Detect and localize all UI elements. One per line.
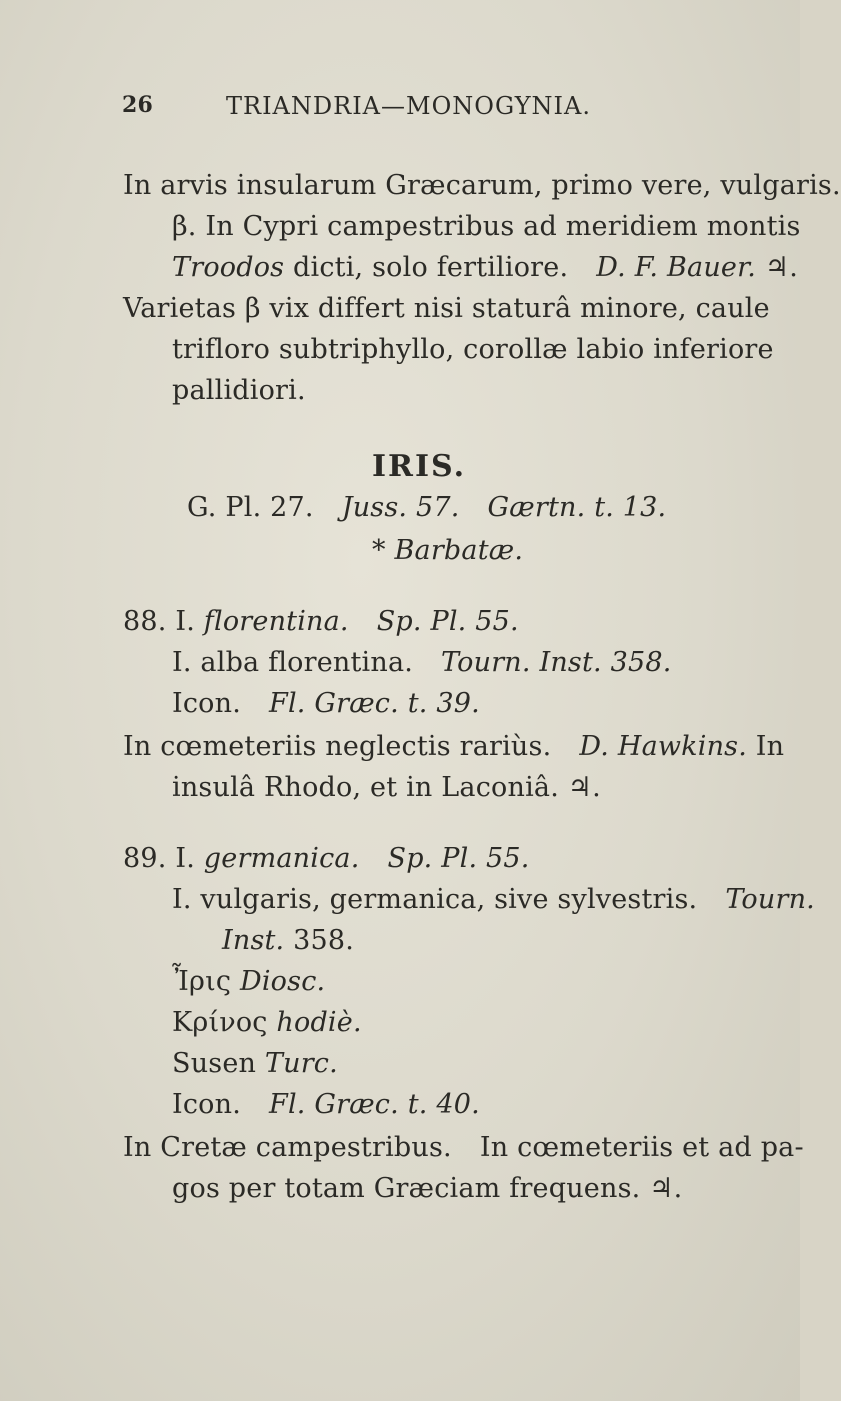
species-89-habitat-1 [123, 1134, 804, 1161]
icon-plate: t. 40. [398, 1089, 480, 1120]
genus-references [187, 494, 666, 521]
synonym-work: Inst. [222, 925, 285, 956]
species-89-synonym [172, 886, 815, 913]
intro-line-3 [172, 254, 798, 281]
greek-source: Diosc. [231, 966, 326, 997]
collector-name: D. F. Bauer. [596, 252, 757, 283]
synonym-author: Tourn. Inst. [441, 647, 602, 678]
turkish-word: Susen [172, 1048, 257, 1079]
intro-line-2: β. In Cypri campestribus ad meridiem montis [172, 211, 801, 242]
species-epithet: florentina. [203, 606, 349, 637]
intro-line-5: trifloro subtriphyllo, corollæ labio inferiore [172, 334, 774, 365]
species-reference: Sp. Pl. 55. [376, 606, 519, 637]
species-reference: Sp. Pl. 55. [387, 843, 530, 874]
species-89-heading [123, 845, 530, 872]
greek-word: Κρίνος [172, 1007, 268, 1038]
genus-abbrev: I. [175, 606, 195, 637]
greek-word: Ἶρις [172, 966, 232, 997]
ref-jussieu: Juss. 57. [341, 492, 460, 523]
section-heading: * Barbatæ. [372, 535, 524, 566]
species-epithet: germanica. [203, 843, 360, 874]
species-89-icon [172, 1091, 480, 1118]
habitat-continued: In [747, 731, 785, 762]
species-88-habitat-1 [123, 733, 784, 760]
icon-plate: t. 39. [398, 688, 480, 719]
genus-title: IRIS. [372, 449, 467, 484]
intro-line-4: Varietas β vix differt nisi staturâ minore, caule [123, 293, 770, 324]
habitat-text: In Cretæ campestribus. [123, 1132, 452, 1163]
icon-label: Icon. [172, 688, 242, 719]
habitat-text: In cœmeteriis neglectis rariùs. [123, 731, 552, 762]
icon-source: Fl. Græc. [269, 1089, 399, 1120]
species-88-icon [172, 690, 480, 717]
intro-line-3-text: dicti, solo fertiliore. [284, 252, 569, 283]
page-number: 26 [122, 92, 154, 118]
species-89-turkish-name [172, 1050, 338, 1077]
ref-gaertner: Gærtn. t. 13. [487, 492, 667, 523]
synonym-page: 358. [601, 647, 672, 678]
icon-source: Fl. Græc. [269, 688, 399, 719]
species-88-heading [123, 608, 519, 635]
perennial-symbol: ♃. [756, 252, 799, 283]
greek-note: hodiè. [267, 1007, 362, 1038]
synonym-text: I. alba florentina. [172, 647, 414, 678]
synonym-author: Tourn. [725, 884, 815, 915]
species-89-synonym-cont [222, 927, 354, 954]
species-number: 89. [123, 843, 167, 874]
synonym-text: I. vulgaris, germanica, sive sylvestris. [172, 884, 698, 915]
habitat-collector: D. Hawkins. [579, 731, 748, 762]
habitat-continued: In cœmeteriis et ad pa- [479, 1132, 804, 1163]
intro-line-1: In arvis insularum Græcarum, primo vere, vulgaris. [123, 170, 841, 201]
ref-gen-pl: G. Pl. 27. [187, 492, 314, 523]
species-89-greek-name [172, 968, 325, 995]
species-88-synonym [172, 649, 672, 676]
species-88-habitat-2: insulâ Rhodo, et in Laconiâ. ♃. [172, 772, 601, 803]
species-89-modern-greek [172, 1009, 362, 1036]
turkish-label: Turc. [256, 1048, 338, 1079]
icon-label: Icon. [172, 1089, 242, 1120]
species-89-habitat-2: gos per totam Græciam frequens. ♃. [172, 1173, 683, 1204]
intro-line-6: pallidiori. [172, 375, 306, 406]
species-number: 88. [123, 606, 167, 637]
locality-name: Troodos [172, 252, 285, 283]
genus-abbrev: I. [175, 843, 195, 874]
synonym-page: 358. [284, 925, 355, 956]
running-head: TRIANDRIA—MONOGYNIA. [226, 92, 591, 120]
